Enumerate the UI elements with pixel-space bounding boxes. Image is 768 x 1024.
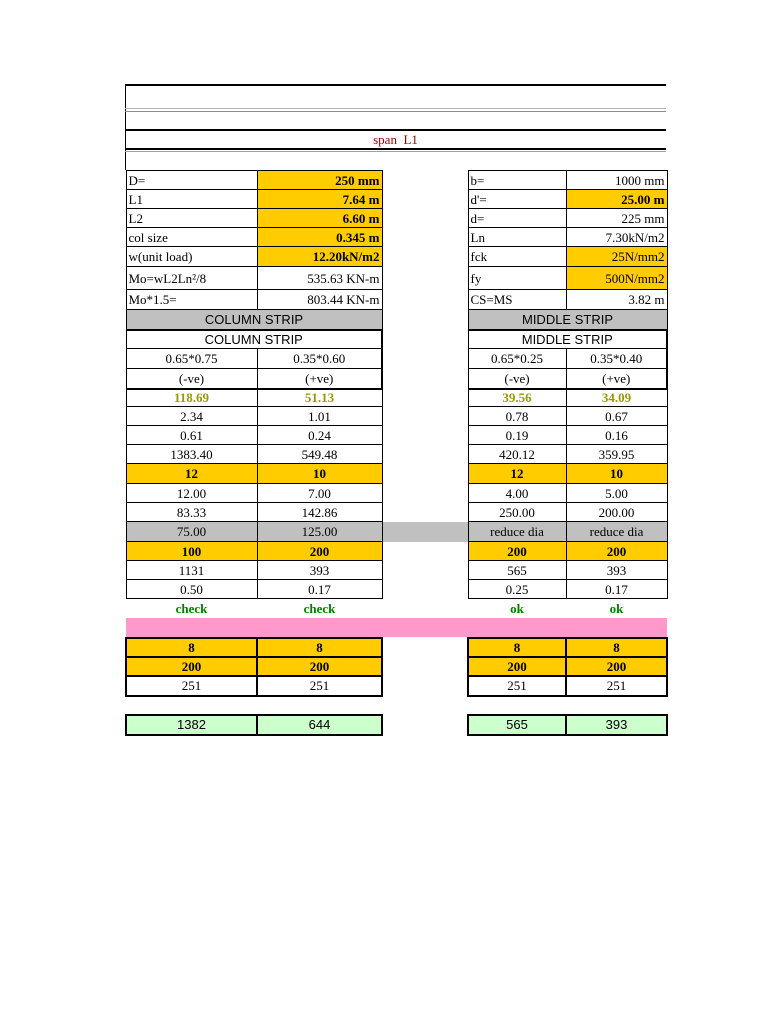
moment-ratio-middle-neg: 0.78 (468, 407, 566, 426)
gap-cell (382, 407, 468, 426)
bar-spacing-row (126, 503, 667, 522)
span-title: span L1 (373, 132, 418, 147)
gap-cell (382, 369, 468, 389)
moment-sign-middle-neg: (-ve) (468, 369, 566, 389)
steel-area-row (126, 445, 667, 464)
status-middle-pos: ok (609, 600, 624, 616)
input-mo-label: Mo=wL2Ln²/8 (126, 267, 257, 290)
gap-cell (382, 542, 468, 561)
dist-steel-area-middle-pos: 251 (566, 676, 667, 696)
steel-area-provided-middle-neg: 565 (468, 561, 566, 580)
input-row (126, 171, 667, 190)
dist-steel-area-column-pos: 251 (257, 676, 382, 696)
header-rule (125, 151, 666, 152)
bar-spacing-middle-pos: 200.00 (566, 503, 667, 522)
input-row (126, 209, 667, 228)
gap-cell (382, 209, 468, 228)
design-moment-middle-neg: 39.56 (468, 389, 566, 407)
calculation-sheet (125, 170, 668, 736)
middle-strip-header: MIDDLE STRIP (468, 330, 667, 349)
gap-cell (382, 267, 468, 290)
input-b-value: 1000 mm (566, 171, 667, 190)
header-top-rule (125, 84, 666, 86)
spacing-provided-middle-neg: 200 (468, 542, 566, 561)
input-fck-value: 25N/mm2 (566, 247, 667, 267)
strip-header-row (126, 330, 667, 349)
input-l1-value: 7.64 m (257, 190, 382, 209)
bar-diameter-middle-neg: 12 (468, 464, 566, 484)
input-eff-depth-label: d= (468, 209, 566, 228)
gap-cell (382, 696, 468, 715)
input-col-size-label: col size (126, 228, 257, 247)
dist-steel-area-column-neg: 251 (126, 676, 257, 696)
spacing-provided-middle-pos: 200 (566, 542, 667, 561)
total-steel-area-column-neg: 1382 (126, 715, 257, 735)
bar-spacing-column-neg: 83.33 (126, 503, 257, 522)
bar-spacing-column-pos: 142.86 (257, 503, 382, 522)
moment-sign-row (126, 369, 667, 389)
steel-area-column-neg: 1383.40 (126, 445, 257, 464)
steel-percent-provided-column-pos: 0.17 (257, 580, 382, 599)
design-moment-row (126, 389, 667, 407)
input-fy-label: fy (468, 267, 566, 290)
coefficient-row (126, 349, 667, 369)
header-rule (125, 148, 666, 150)
status-column-pos: check (303, 600, 336, 616)
gap-cell (382, 349, 468, 369)
gap-cell (257, 696, 382, 715)
dist-bar-diameter-column-pos: 8 (257, 638, 382, 657)
gap-cell (382, 638, 468, 657)
input-cs-ms-value: 3.82 m (566, 290, 667, 310)
input-ln-value: 7.30kN/m2 (566, 228, 667, 247)
middle-strip-header: MIDDLE STRIP (468, 310, 667, 330)
gap-cell (382, 715, 468, 735)
steel-area-provided-column-pos: 393 (257, 561, 382, 580)
status-row (126, 599, 667, 618)
header-left-rule (125, 84, 126, 170)
input-row (126, 228, 667, 247)
steel-percent-column-neg: 0.61 (126, 426, 257, 445)
bar-count-middle-pos: 5.00 (566, 484, 667, 503)
dist-bar-diameter-middle-pos: 8 (566, 638, 667, 657)
gap-cell (382, 171, 468, 190)
strip-header-row (126, 310, 667, 330)
total-steel-area-row (126, 715, 667, 735)
steel-area-column-pos: 549.48 (257, 445, 382, 464)
header-rule (125, 108, 666, 109)
gap-cell (382, 228, 468, 247)
input-mo-factored-label: Mo*1.5= (126, 290, 257, 310)
gap-cell (126, 696, 257, 715)
steel-percent-provided-middle-neg: 0.25 (468, 580, 566, 599)
moment-ratio-column-pos: 1.01 (257, 407, 382, 426)
gap-cell (382, 676, 468, 696)
gap-cell (382, 290, 468, 310)
pink-divider-band (126, 618, 667, 638)
moment-sign-column-neg: (-ve) (126, 369, 257, 389)
moment-ratio-middle-pos: 0.67 (566, 407, 667, 426)
dist-spacing-middle-pos: 200 (566, 657, 667, 676)
steel-percent-row (126, 426, 667, 445)
gap-cell (382, 445, 468, 464)
steel-percent-provided-row (126, 580, 667, 599)
spacing-provided-column-pos: 200 (257, 542, 382, 561)
input-col-size-value: 0.345 m (257, 228, 382, 247)
dist-spacing-column-neg: 200 (126, 657, 257, 676)
gap-cell (382, 561, 468, 580)
status-middle-neg: ok (510, 600, 524, 616)
bar-diameter-middle-pos: 10 (566, 464, 667, 484)
gap-cell (382, 247, 468, 267)
gap-cell (468, 696, 566, 715)
moment-sign-column-pos: (+ve) (257, 369, 382, 389)
gap-cell (382, 330, 468, 349)
gap-cell (382, 426, 468, 445)
dist-spacing-column-pos: 200 (257, 657, 382, 676)
spacing-check-column-neg: 75.00 (126, 522, 257, 542)
input-unit-load-value: 12.20kN/m2 (257, 247, 382, 267)
design-moment-column-neg: 118.69 (126, 389, 257, 407)
dist-bar-diameter-column-neg: 8 (126, 638, 257, 657)
blank-row (126, 696, 667, 715)
gap-cell (382, 580, 468, 599)
dist-bar-diameter-row (126, 638, 667, 657)
input-fck-label: fck (468, 247, 566, 267)
bar-count-column-neg: 12.00 (126, 484, 257, 503)
spacing-check-column-pos: 125.00 (257, 522, 382, 542)
design-moment-middle-pos: 34.09 (566, 389, 667, 407)
dist-steel-area-row (126, 676, 667, 696)
gap-cell (382, 389, 468, 407)
bar-count-middle-neg: 4.00 (468, 484, 566, 503)
total-steel-area-middle-pos: 393 (566, 715, 667, 735)
bar-spacing-middle-neg: 250.00 (468, 503, 566, 522)
input-d-prime-label: d'= (468, 190, 566, 209)
gap-cell (382, 522, 468, 542)
dist-steel-area-middle-neg: 251 (468, 676, 566, 696)
gap-cell (566, 696, 667, 715)
spacing-provided-row (126, 542, 667, 561)
moment-ratio-column-neg: 2.34 (126, 407, 257, 426)
spacing-provided-column-neg: 100 (126, 542, 257, 561)
divider-row (126, 618, 667, 638)
input-unit-load-label: w(unit load) (126, 247, 257, 267)
input-l2-value: 6.60 m (257, 209, 382, 228)
coefficient-column-neg: 0.65*0.75 (126, 349, 257, 369)
steel-area-provided-middle-pos: 393 (566, 561, 667, 580)
input-d-value: 250 mm (257, 171, 382, 190)
gap-cell (382, 657, 468, 676)
steel-percent-provided-middle-pos: 0.17 (566, 580, 667, 599)
input-d-prime-value: 25.00 m (566, 190, 667, 209)
gap-cell (382, 503, 468, 522)
gap-cell (382, 599, 468, 618)
input-b-label: b= (468, 171, 566, 190)
coefficient-middle-pos: 0.35*0.40 (566, 349, 667, 369)
input-row (126, 247, 667, 267)
column-strip-header: COLUMN STRIP (126, 330, 382, 349)
gap-cell (382, 190, 468, 209)
dist-bar-diameter-middle-neg: 8 (468, 638, 566, 657)
input-l1-label: L1 (126, 190, 257, 209)
input-row (126, 190, 667, 209)
input-l2-label: L2 (126, 209, 257, 228)
input-d-label: D= (126, 171, 257, 190)
steel-percent-middle-neg: 0.19 (468, 426, 566, 445)
gap-cell (382, 484, 468, 503)
bar-diameter-row (126, 464, 667, 484)
input-row (126, 290, 667, 310)
steel-percent-middle-pos: 0.16 (566, 426, 667, 445)
spacing-check-middle-neg: reduce dia (468, 522, 566, 542)
dist-spacing-middle-neg: 200 (468, 657, 566, 676)
bar-count-column-pos: 7.00 (257, 484, 382, 503)
coefficient-middle-neg: 0.65*0.25 (468, 349, 566, 369)
header-rule (125, 111, 666, 112)
input-eff-depth-value: 225 mm (566, 209, 667, 228)
steel-area-provided-column-neg: 1131 (126, 561, 257, 580)
input-mo-factored-value: 803.44 KN-m (257, 290, 382, 310)
status-column-neg: check (175, 600, 208, 616)
input-ln-label: Ln (468, 228, 566, 247)
steel-percent-column-pos: 0.24 (257, 426, 382, 445)
total-steel-area-middle-neg: 565 (468, 715, 566, 735)
column-strip-header: COLUMN STRIP (126, 310, 382, 330)
input-cs-ms-label: CS=MS (468, 290, 566, 310)
steel-area-middle-pos: 359.95 (566, 445, 667, 464)
total-steel-area-column-pos: 644 (257, 715, 382, 735)
gap-cell (382, 310, 468, 330)
bar-diameter-column-neg: 12 (126, 464, 257, 484)
spacing-check-row (126, 522, 667, 542)
moment-sign-middle-pos: (+ve) (566, 369, 667, 389)
gap-cell (382, 464, 468, 484)
steel-area-provided-row (126, 561, 667, 580)
bar-diameter-column-pos: 10 (257, 464, 382, 484)
spacing-check-middle-pos: reduce dia (566, 522, 667, 542)
coefficient-column-pos: 0.35*0.60 (257, 349, 382, 369)
moment-ratio-row (126, 407, 667, 426)
input-mo-value: 535.63 KN-m (257, 267, 382, 290)
input-row (126, 267, 667, 290)
input-fy-value: 500N/mm2 (566, 267, 667, 290)
bar-count-row (126, 484, 667, 503)
steel-percent-provided-column-neg: 0.50 (126, 580, 257, 599)
steel-area-middle-neg: 420.12 (468, 445, 566, 464)
design-moment-column-pos: 51.13 (257, 389, 382, 407)
dist-spacing-row (126, 657, 667, 676)
